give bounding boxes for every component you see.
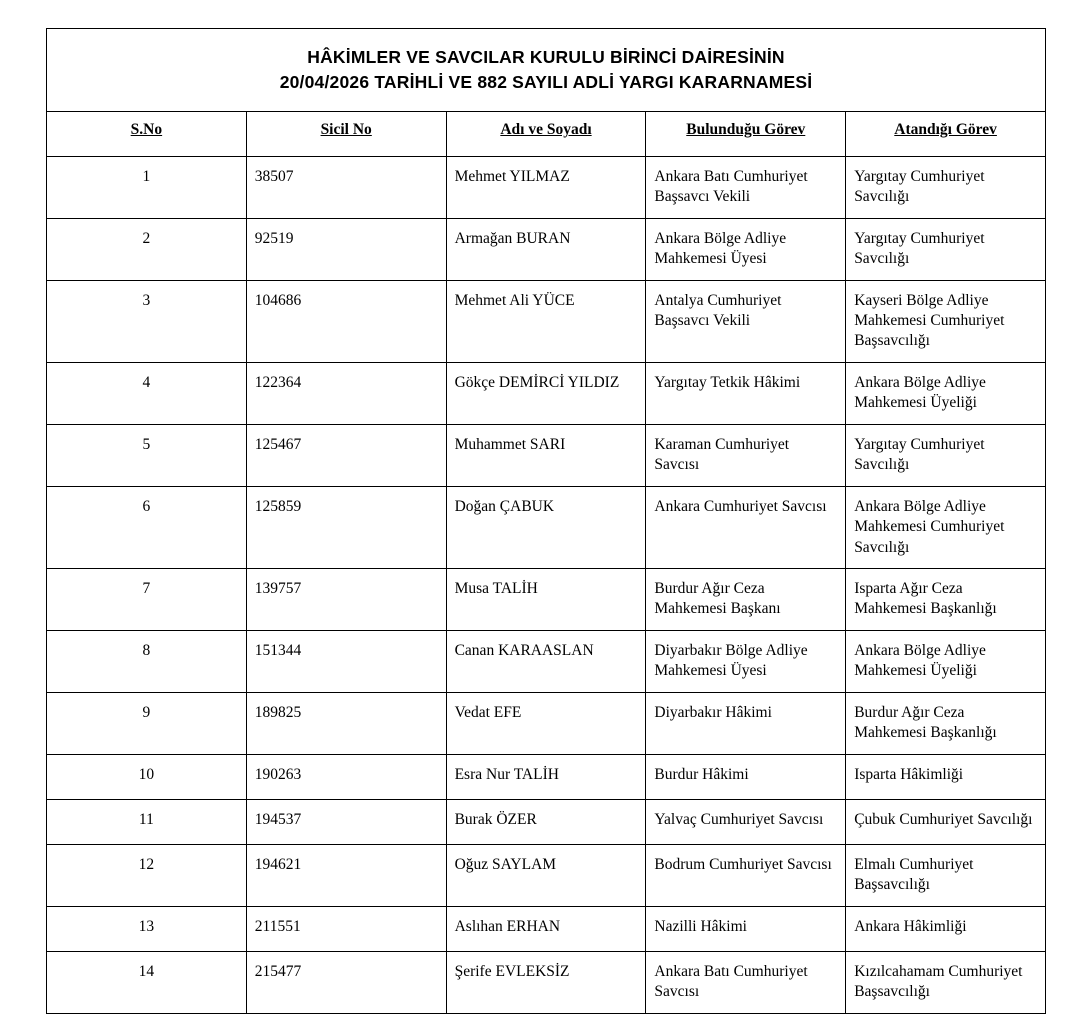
cell-sicil: 125467 <box>246 424 446 486</box>
cell-bulundugu: Yargıtay Tetkik Hâkimi <box>646 362 846 424</box>
cell-sno: 2 <box>47 218 247 280</box>
cell-atandigi: Ankara Bölge Adliye Mahkemesi Üyeliği <box>846 630 1046 692</box>
cell-ad: Mehmet Ali YÜCE <box>446 280 646 362</box>
cell-atandigi: Yargıtay Cumhuriyet Savcılığı <box>846 424 1046 486</box>
table-row <box>47 844 1046 906</box>
cell-sicil: 215477 <box>246 951 446 1013</box>
table-body <box>47 156 1046 1013</box>
cell-atandigi: Isparta Ağır Ceza Mahkemesi Başkanlığı <box>846 569 1046 631</box>
cell-sno: 4 <box>47 362 247 424</box>
document-title <box>47 29 1046 112</box>
table-row <box>47 218 1046 280</box>
cell-sicil: 211551 <box>246 906 446 951</box>
cell-sno: 9 <box>47 692 247 754</box>
cell-atandigi: Kızılcahamam Cumhuriyet Başsavcılığı <box>846 951 1046 1013</box>
cell-sicil: 104686 <box>246 280 446 362</box>
cell-sicil: 189825 <box>246 692 446 754</box>
cell-sno: 5 <box>47 424 247 486</box>
title-line-2: 20/04/2026 TARİHLİ VE 882 SAYILI ADLİ YARGI KARARNAMESİ <box>279 71 813 92</box>
cell-atandigi: Yargıtay Cumhuriyet Savcılığı <box>846 156 1046 218</box>
cell-ad: Aslıhan ERHAN <box>446 906 646 951</box>
cell-ad: Esra Nur TALİH <box>446 754 646 799</box>
cell-atandigi: Ankara Hâkimliği <box>846 906 1046 951</box>
cell-sicil: 190263 <box>246 754 446 799</box>
table-row <box>47 280 1046 362</box>
cell-bulundugu: Diyarbakır Bölge Adliye Mahkemesi Üyesi <box>646 630 846 692</box>
cell-ad: Musa TALİH <box>446 569 646 631</box>
cell-ad: Oğuz SAYLAM <box>446 844 646 906</box>
cell-atandigi: Ankara Bölge Adliye Mahkemesi Cumhuriyet Savcılığı <box>846 486 1046 568</box>
cell-bulundugu: Nazilli Hâkimi <box>646 906 846 951</box>
table-row <box>47 754 1046 799</box>
cell-sicil: 151344 <box>246 630 446 692</box>
cell-sno: 14 <box>47 951 247 1013</box>
cell-sno: 6 <box>47 486 247 568</box>
cell-sicil: 125859 <box>246 486 446 568</box>
cell-sicil: 139757 <box>246 569 446 631</box>
column-header-bulundugu <box>646 111 846 156</box>
cell-bulundugu: Burdur Ağır Ceza Mahkemesi Başkanı <box>646 569 846 631</box>
table-row <box>47 424 1046 486</box>
table-row <box>47 156 1046 218</box>
cell-sicil: 194537 <box>246 799 446 844</box>
cell-sno: 1 <box>47 156 247 218</box>
cell-ad: Şerife EVLEKSİZ <box>446 951 646 1013</box>
cell-bulundugu: Burdur Hâkimi <box>646 754 846 799</box>
cell-bulundugu: Yalvaç Cumhuriyet Savcısı <box>646 799 846 844</box>
cell-ad: Armağan BURAN <box>446 218 646 280</box>
cell-ad: Doğan ÇABUK <box>446 486 646 568</box>
cell-sicil: 122364 <box>246 362 446 424</box>
table-row <box>47 692 1046 754</box>
column-header-sicil-label: Sicil No <box>320 120 372 138</box>
cell-sno: 7 <box>47 569 247 631</box>
cell-bulundugu: Ankara Batı Cumhuriyet Başsavcı Vekili <box>646 156 846 218</box>
table-row <box>47 799 1046 844</box>
cell-sno: 13 <box>47 906 247 951</box>
cell-bulundugu: Ankara Cumhuriyet Savcısı <box>646 486 846 568</box>
cell-bulundugu: Diyarbakır Hâkimi <box>646 692 846 754</box>
column-header-atandigi <box>846 111 1046 156</box>
cell-atandigi: Burdur Ağır Ceza Mahkemesi Başkanlığı <box>846 692 1046 754</box>
cell-ad: Muhammet SARI <box>446 424 646 486</box>
column-header-ad-label: Adı ve Soyadı <box>500 120 592 138</box>
cell-bulundugu: Karaman Cumhuriyet Savcısı <box>646 424 846 486</box>
cell-ad: Burak ÖZER <box>446 799 646 844</box>
cell-bulundugu: Ankara Bölge Adliye Mahkemesi Üyesi <box>646 218 846 280</box>
table-row <box>47 569 1046 631</box>
table-row <box>47 362 1046 424</box>
table-row <box>47 906 1046 951</box>
title-row <box>47 29 1046 112</box>
column-header-bulundugu-label: Bulunduğu Görev <box>686 120 806 138</box>
kararname-table <box>46 28 1046 1014</box>
cell-ad: Mehmet YILMAZ <box>446 156 646 218</box>
cell-atandigi: Kayseri Bölge Adliye Mahkemesi Cumhuriyet Başsavcılığı <box>846 280 1046 362</box>
cell-sicil: 92519 <box>246 218 446 280</box>
cell-bulundugu: Bodrum Cumhuriyet Savcısı <box>646 844 846 906</box>
cell-ad: Gökçe DEMİRCİ YILDIZ <box>446 362 646 424</box>
column-header-ad <box>446 111 646 156</box>
table-row <box>47 486 1046 568</box>
column-header-sicil <box>246 111 446 156</box>
table-row <box>47 630 1046 692</box>
cell-ad: Canan KARAASLAN <box>446 630 646 692</box>
cell-atandigi: Isparta Hâkimliği <box>846 754 1046 799</box>
cell-atandigi: Çubuk Cumhuriyet Savcılığı <box>846 799 1046 844</box>
cell-atandigi: Ankara Bölge Adliye Mahkemesi Üyeliği <box>846 362 1046 424</box>
column-header-sno-label: S.No <box>130 120 163 138</box>
cell-sno: 8 <box>47 630 247 692</box>
cell-bulundugu: Antalya Cumhuriyet Başsavcı Vekili <box>646 280 846 362</box>
table-head <box>47 29 1046 157</box>
cell-ad: Vedat EFE <box>446 692 646 754</box>
column-header-atandigi-label: Atandığı Görev <box>894 120 997 138</box>
table-row <box>47 951 1046 1013</box>
cell-atandigi: Yargıtay Cumhuriyet Savcılığı <box>846 218 1046 280</box>
cell-bulundugu: Ankara Batı Cumhuriyet Savcısı <box>646 951 846 1013</box>
cell-sno: 11 <box>47 799 247 844</box>
cell-sno: 3 <box>47 280 247 362</box>
table-header-row <box>47 111 1046 156</box>
cell-atandigi: Elmalı Cumhuriyet Başsavcılığı <box>846 844 1046 906</box>
cell-sicil: 194621 <box>246 844 446 906</box>
column-header-sno <box>47 111 247 156</box>
cell-sicil: 38507 <box>246 156 446 218</box>
title-line-1: HÂKİMLER VE SAVCILAR KURULU BİRİNCİ DAİRESİNİN <box>307 47 785 67</box>
cell-sno: 12 <box>47 844 247 906</box>
cell-sno: 10 <box>47 754 247 799</box>
